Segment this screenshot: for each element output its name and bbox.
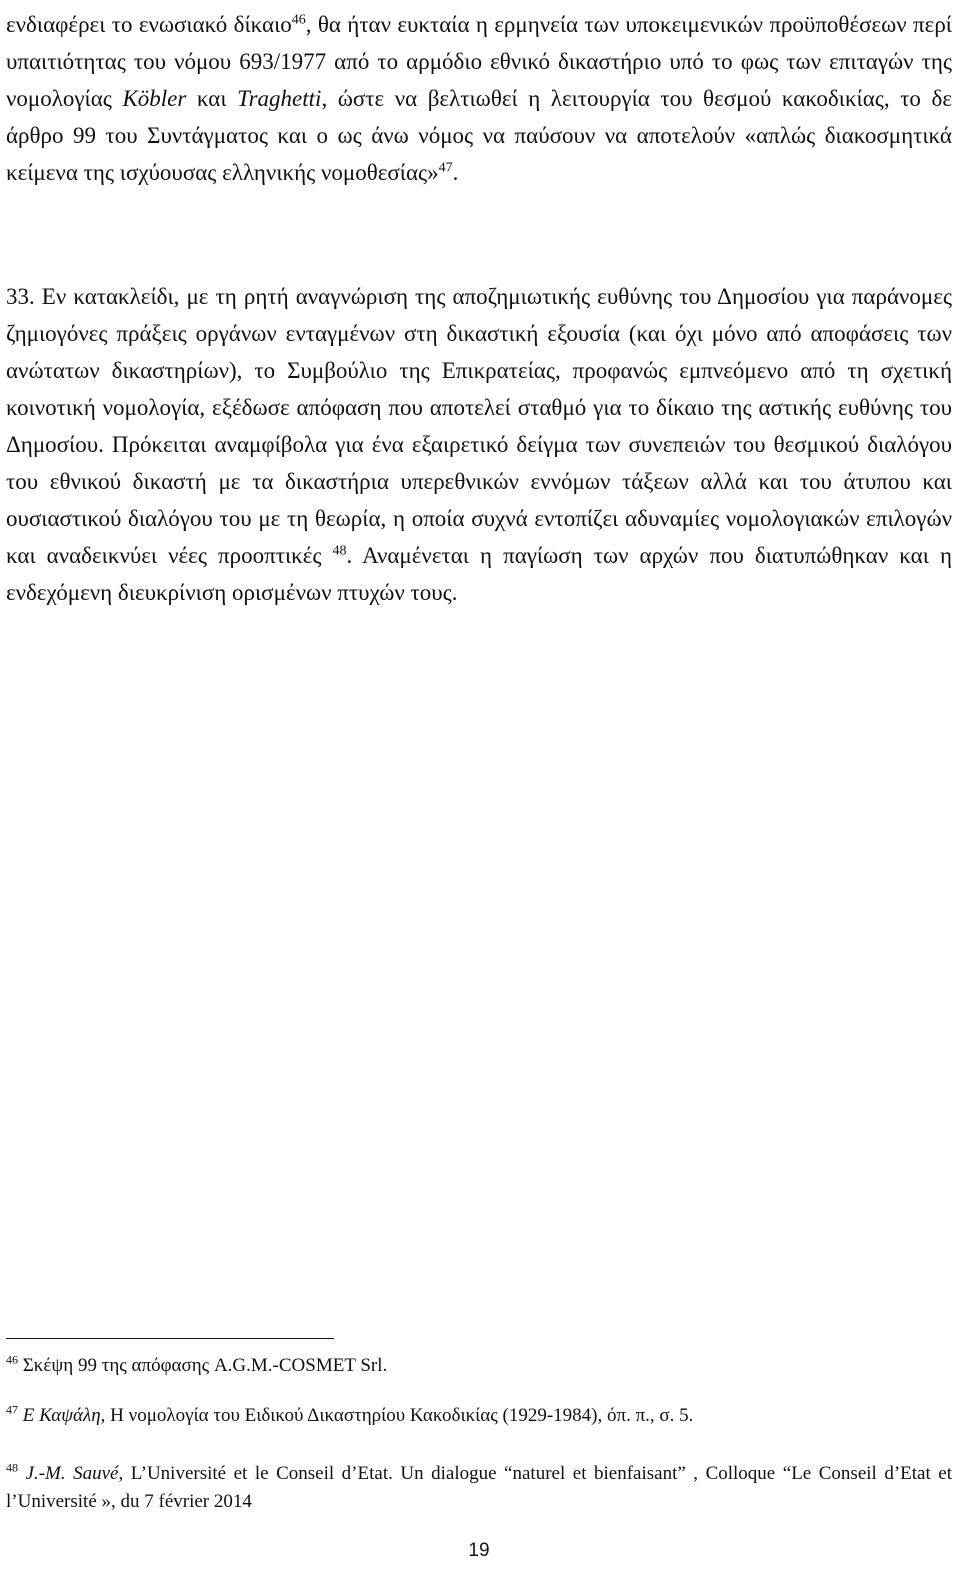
footnote-48-author: J.-M. Sauvé [18, 1463, 119, 1484]
footnote-47-author: Ε Καψάλη, [18, 1405, 106, 1426]
footnote-47 [6, 1402, 952, 1430]
paragraph-33-text-b: . Αναμένεται η παγίωση των αρχών που διατυπώθηκαν και η ενδεχόμενη διευκρίνιση ορισμένων πτυχών τους. [6, 543, 952, 605]
paragraph-1-text-a: ενδιαφέρει το ενωσιακό δίκαιο [6, 12, 292, 37]
paragraph-33-text-a: 33. Εν κατακλείδι, με τη ρητή αναγνώριση της αποζημιωτικής ευθύνης του Δημοσίου για παράνομες ζημιογόνες πράξεις οργάνων ενταγμένων στη δικαστική εξουσία (και όχι μόνο από αποφάσεις των ανώτατων δικαστηρίων), το Συμβούλιο της Επικρατείας, προφανώς εμπνεόμενο από τη σχετική κοινοτική νομολογία, εξέδωσε απόφαση που αποτελεί σταθμό για το δίκαιο της αστικής ευθύνης του Δημοσίου. Πρόκειται αναμφίβολα για ένα εξαιρετικό δείγμα των συνεπειών του θεσμικού διαλόγου του εθνικού δικαστή με τα δικαστήρια υπερεθνικών εννόμων τάξεων αλλά και του άτυπου και ουσιαστικού διαλόγου του με τη θεωρία, η οποία συχνά εντοπίζει αδυναμίες νομολογιακών επιλογών και αναδεικνύει νέες προοπτικές [6, 284, 952, 568]
case-name-traghetti: Traghetti [237, 86, 322, 111]
paragraph-1-text-b: , θα ήταν ευκταία η ερμηνεία των υποκειμενικών προϋποθέσεων περί υπαιτιότητας του νόμου 693/1977 από το αρμόδιο εθνικό δικαστήριο υπό το φως των επιταγών της νομολογίας [6, 12, 952, 111]
footnote-48-number: 48 [6, 1460, 18, 1475]
footnote-46-text: Σκέψη 99 της απόφασης A.G.M.-COSMET Srl. [18, 1355, 388, 1376]
footnote-ref-47[interactable]: 47 [438, 160, 453, 176]
footnote-ref-48[interactable]: 48 [332, 543, 347, 559]
footnote-46 [6, 1352, 952, 1380]
footnote-separator [6, 1338, 334, 1339]
footnote-47-text: Η νομολογία του Ειδικού Δικαστηρίου Κακοδικίας (1929-1984), όπ. π., σ. 5. [105, 1405, 694, 1426]
paragraph-1-text-d: , ώστε να βελτιωθεί η λειτουργία του θεσμού κακοδικίας, το δε άρθρο 99 του Συντάγματος και ο ως άνω νόμος να παύσουν να αποτελούν «απλώς διακοσμητικά κείμενα της ισχύουσας ελληνικής νομοθεσίας» [6, 86, 952, 185]
footnote-47-number: 47 [6, 1402, 18, 1417]
footnote-ref-46[interactable]: 46 [291, 12, 306, 28]
footnote-48-text: , L’Université et le Conseil d’Etat. Un dialogue “naturel et bienfaisant” , Colloque “Le Conseil d’Etat et l’Université », du 7 février 2014 [6, 1463, 952, 1512]
case-name-kobler: Köbler [122, 86, 187, 111]
footnote-48 [6, 1460, 952, 1516]
paragraph-1-text-e: . [452, 160, 459, 185]
paragraph-1 [6, 6, 952, 191]
page-number: 19 [468, 1540, 490, 1561]
paragraph-1-text-c: και [186, 86, 238, 111]
paragraph-33 [6, 278, 952, 611]
footnote-46-number: 46 [6, 1352, 18, 1367]
